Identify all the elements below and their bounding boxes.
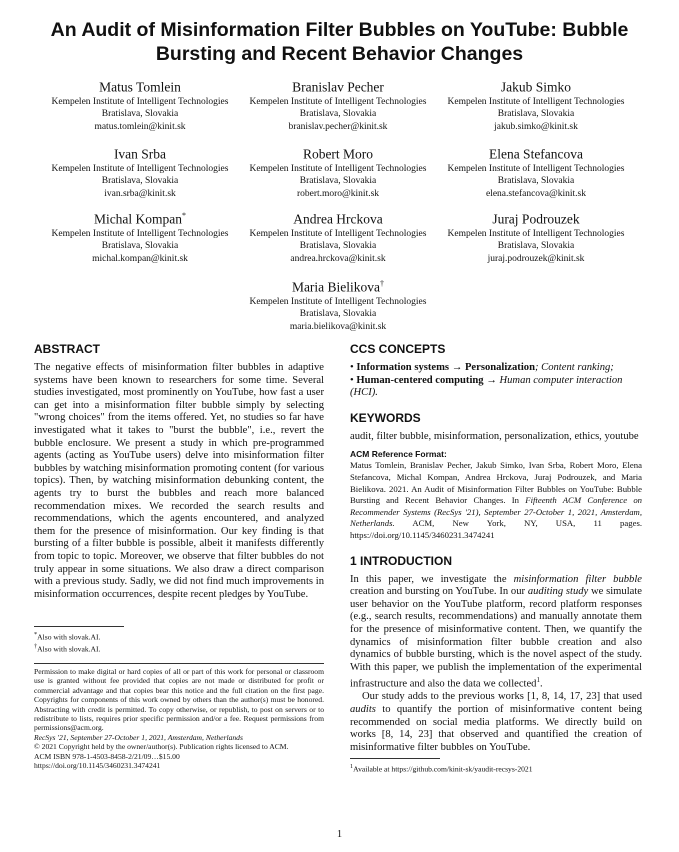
page-number: 1 bbox=[336, 829, 343, 840]
author-6 bbox=[438, 143, 634, 200]
permission-doi: https://doi.org/10.1145/3460231.3474241 bbox=[34, 761, 161, 771]
author-email[interactable]: branislav.pecher@kinit.sk bbox=[288, 121, 388, 132]
author-city: Bratislava, Slovakia bbox=[299, 241, 377, 251]
author-city: Bratislava, Slovakia bbox=[497, 241, 575, 251]
author-name: Matus Tomlein bbox=[99, 79, 181, 95]
author-affiliation: Kempelen Institute of Intelligent Technologies bbox=[447, 96, 625, 107]
url-footnote-rule bbox=[350, 758, 440, 759]
author-city: Bratislava, Slovakia bbox=[497, 109, 575, 119]
author-10 bbox=[240, 276, 436, 333]
reference-format-heading: ACM Reference Format: bbox=[350, 449, 447, 460]
permission-isbn: ACM ISBN 978-1-4503-8458-2/21/09…$15.00 bbox=[34, 751, 180, 761]
author-email[interactable]: andrea.hrckova@kinit.sk bbox=[290, 253, 386, 264]
author-name: Maria Bielikova† bbox=[291, 279, 385, 295]
author-9 bbox=[438, 208, 634, 265]
author-name: Juraj Podrouzek bbox=[492, 211, 580, 227]
author-email[interactable]: matus.tomlein@kinit.sk bbox=[94, 121, 186, 132]
author-affiliation: Kempelen Institute of Intelligent Technologies bbox=[249, 96, 427, 107]
author-4 bbox=[42, 143, 238, 200]
abstract-text: The negative effects of misinformation filter bubbles in adaptive systems have been known to researchers for some time. Several studies investigated, most prominently on YouTube, how fast a user can get into a misinformation filter bubble simply by selecting "wrong choices" from the items offered. Yet, no studies so far have investigated what it takes to "burst the bubble", i.e., revert the bubble enclosure. We present a study in which pre-programmed agents (acting as YouTube users) delve into misinformation filter bubbles by watching misinformation promoting content (for various topics). Then, by watching misinformation debunking content, the agents try to burst the bubbles and reach more balanced recommendation mixes. We recorded the search results and recommendations, which the agents encountered, and analyzed them for the presence of misinformation. Our key finding is that bursting of a filter bubble is possible, albeit it manifests differently from topic to topic. Moreover, we observe that filter bubbles do not truly appear in some situations. We also draw a direct comparison with a previous study. Sadly, we did not find much improvements in misinformation occurrences, despite recent pledges by YouTube. bbox=[34, 362, 324, 600]
keywords-text: audit, filter bubble, misinformation, personalization, ethics, youtube bbox=[350, 430, 639, 442]
author-7 bbox=[42, 208, 238, 265]
ccs-heading: CCS CONCEPTS bbox=[350, 342, 446, 356]
intro-paragraph-2: Our study adds to the previous works [1, 8, 14, 17, 23] that used audits to quantify the portion of misinformative content being recommended on social media platforms. We directly build on works [8, 14, 23] that observed and quantified the creation of misinformative filter bubbles on YouTube. bbox=[350, 691, 642, 753]
author-name: Robert Moro bbox=[302, 146, 374, 162]
author-email[interactable]: elena.stefancova@kinit.sk bbox=[485, 188, 587, 199]
right-column bbox=[350, 342, 642, 754]
abstract-heading: ABSTRACT bbox=[34, 342, 100, 356]
author-name: Andrea Hrckova bbox=[293, 211, 383, 227]
permission-text: Permission to make digital or hard copies of all or part of this work for personal or classroom use is granted without fee provided that copies are not made or distributed for profit or commercial advantage and that copies bear this notice and the full citation on the first page. Copyrights for components of this work owned by others than the author(s) must be honored. Abstracting with credit is permitted. To copy otherwise, or republish, to post on servers or to redistribute to lists, requires prior specific permission and/or a fee. Request permissions from permissions@acm.org. bbox=[34, 667, 324, 733]
author-email[interactable]: maria.bielikova@kinit.sk bbox=[289, 321, 387, 332]
ccs-line-2: • Human-centered computing → Human computer interaction (HCI). bbox=[350, 374, 623, 399]
url-footnote-text: $^1$Available at https://github.com/kinit-sk/yaudit-recsys-2021 bbox=[350, 763, 533, 774]
permission-venue: RecSys '21, September 27-October 1, 2021, Amsterdam, Netherlands bbox=[34, 732, 243, 742]
author-city: Bratislava, Slovakia bbox=[497, 176, 575, 186]
author-email[interactable]: ivan.srba@kinit.sk bbox=[104, 188, 176, 199]
author-2 bbox=[240, 76, 436, 133]
author-email[interactable]: michal.kompan@kinit.sk bbox=[92, 253, 188, 264]
author-name: Ivan Srba bbox=[113, 146, 167, 162]
keywords-heading: KEYWORDS bbox=[350, 410, 421, 425]
author-affiliation: Kempelen Institute of Intelligent Technologies bbox=[249, 163, 427, 174]
intro-paragraph-1: In this paper, we investigate the misinformation filter bubble creation and bursting on YouTube. In our auditing study we simulate user behavior on the YouTube platform, record platform responses (e.g., search results, recommendations) and manually annotate them for the presence of misinformative content. Then, we quantify the dynamics of misinformation filter bubble creation and also dynamics of bubble bursting, which is the novel aspect of the study. With this paper, we publish the implementation of the experimental infrastructure and also the data we collected$^1$. bbox=[350, 573, 643, 690]
footnote-2: †Also with slovak.AI. bbox=[34, 642, 101, 654]
author-email[interactable]: robert.moro@kinit.sk bbox=[296, 188, 380, 199]
author-affiliation: Kempelen Institute of Intelligent Technologies bbox=[51, 163, 229, 174]
author-name: Elena Stefancova bbox=[488, 146, 584, 162]
author-affiliation: Kempelen Institute of Intelligent Technologies bbox=[51, 228, 229, 239]
author-3 bbox=[438, 76, 634, 133]
author-city: Bratislava, Slovakia bbox=[299, 109, 377, 119]
author-city: Bratislava, Slovakia bbox=[101, 241, 179, 251]
author-1 bbox=[42, 76, 238, 133]
author-8 bbox=[240, 208, 436, 265]
paper-title: An Audit of Misinformation Filter Bubbles on YouTube: Bubble Bursting and Recent Behavior Changes bbox=[50, 19, 629, 65]
author-name: Jakub Simko bbox=[500, 79, 572, 95]
author-affiliation: Kempelen Institute of Intelligent Technologies bbox=[51, 96, 229, 107]
author-email[interactable]: juraj.podrouzek@kinit.sk bbox=[487, 253, 585, 264]
author-city: Bratislava, Slovakia bbox=[299, 176, 377, 186]
author-affiliation: Kempelen Institute of Intelligent Technologies bbox=[447, 163, 625, 174]
permission-rule bbox=[34, 663, 324, 664]
author-affiliation: Kempelen Institute of Intelligent Technologies bbox=[447, 228, 625, 239]
author-affiliation: Kempelen Institute of Intelligent Technologies bbox=[249, 296, 427, 307]
author-affiliation: Kempelen Institute of Intelligent Technologies bbox=[249, 228, 427, 239]
introduction-heading: 1 INTRODUCTION bbox=[350, 553, 452, 568]
footnote-rule bbox=[34, 626, 124, 627]
ccs-line-1: • Information systems → Personalization; Content ranking; bbox=[350, 362, 614, 373]
author-city: Bratislava, Slovakia bbox=[299, 309, 377, 319]
permission-copyright: © 2021 Copyright held by the owner/author(s). Publication rights licensed to ACM. bbox=[34, 742, 289, 752]
url-footnote bbox=[350, 758, 642, 774]
author-name: Branislav Pecher bbox=[292, 79, 384, 95]
author-email[interactable]: jakub.simko@kinit.sk bbox=[494, 121, 578, 132]
author-footnotes bbox=[34, 626, 324, 654]
author-city: Bratislava, Slovakia bbox=[101, 176, 179, 186]
author-5 bbox=[240, 143, 436, 200]
reference-format-text: Matus Tomlein, Branislav Pecher, Jakub Simko, Ivan Srba, Robert Moro, Elena Stefancova, Michal Kompan, Andrea Hrckova, Juraj Podrouzek, and Maria Bielikova. 2021. An Audit of Misinformation Filter Bubbles on YouTube: Bubble Bursting and Recent Behavior Changes. In Fifteenth ACM Conference on Recommender Systems (RecSys '21), September 27-October 1, 2021, Amsterdam, Netherlands. ACM, New York, NY, USA, 11 pages. https://doi.org/10.1145/3460231.3474241 bbox=[350, 460, 643, 540]
footnote-1: *Also with slovak.AI. bbox=[34, 631, 101, 642]
author-city: Bratislava, Slovakia bbox=[101, 109, 179, 119]
author-name: Michal Kompan* bbox=[93, 211, 187, 227]
permission-block bbox=[34, 663, 324, 770]
left-column bbox=[34, 342, 324, 601]
